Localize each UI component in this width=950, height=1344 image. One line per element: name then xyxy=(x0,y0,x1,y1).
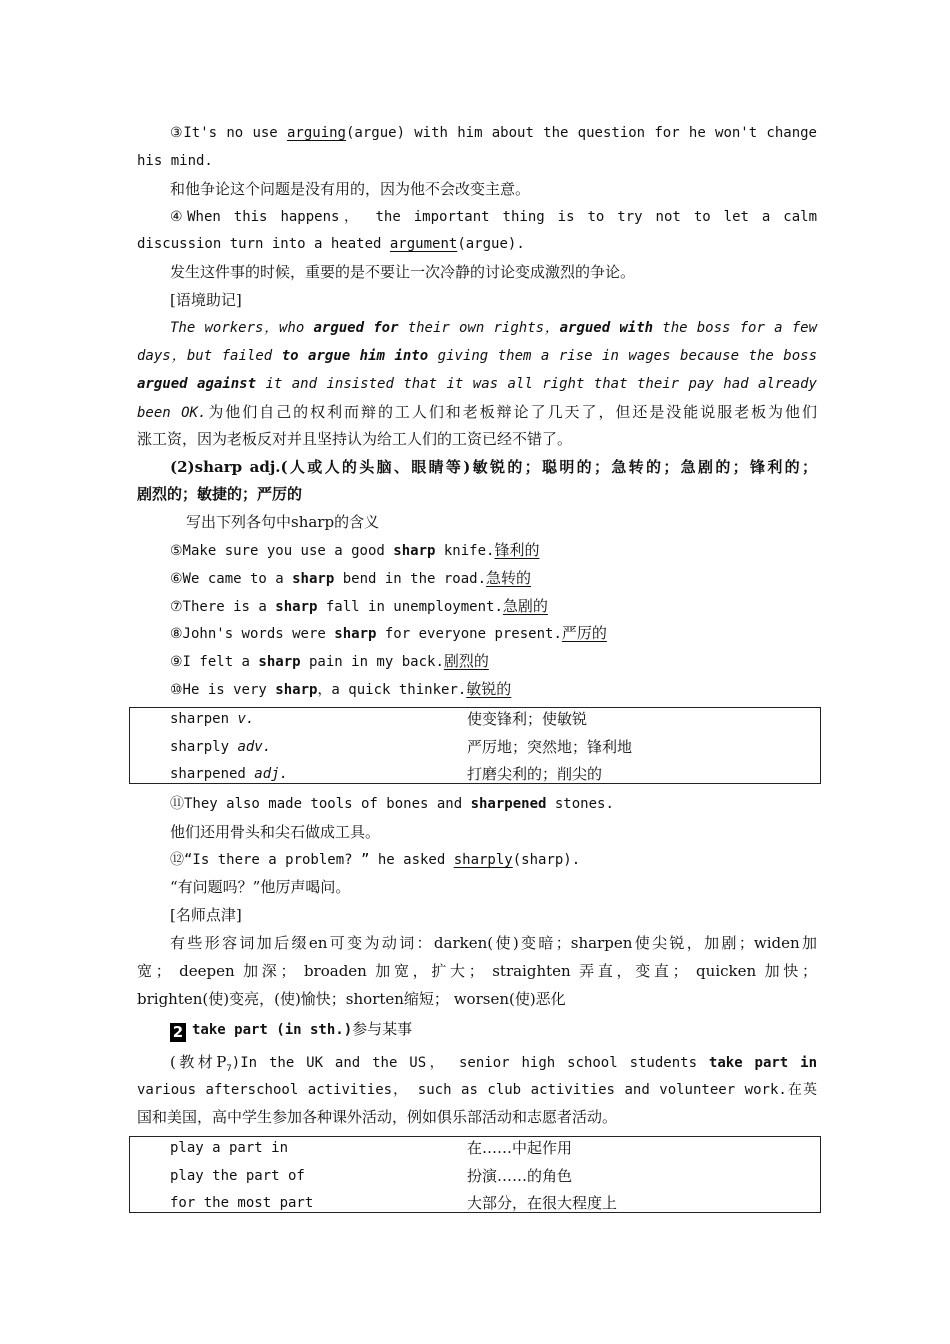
memo-line-3 xyxy=(137,374,817,394)
word-cell xyxy=(170,737,271,757)
example-4-translation: 发生这件事的时候，重要的是不要让一次冷静的讨论变成激烈的争论。 xyxy=(170,263,636,281)
take-part-heading xyxy=(170,1019,817,1042)
text: their own rights， xyxy=(398,320,560,336)
text: (sharp). xyxy=(512,852,581,868)
text: )In the UK and the US， senior high school students xyxy=(231,1055,709,1071)
memo-line-4 xyxy=(137,402,817,423)
sharp-instruction: 写出下列各句中sharp的含义 xyxy=(186,513,380,531)
answer-blank: sharply xyxy=(453,852,513,868)
answer-blank: 剧烈的 xyxy=(443,652,489,671)
answer-blank: 敏锐的 xyxy=(466,680,512,698)
text: (argue) with him about the question for he won't change xyxy=(346,125,817,141)
example-12-translation: “有问题吗？”他厉声喝问。 xyxy=(170,878,351,896)
keyword: sharp xyxy=(275,682,318,698)
memo-line-2 xyxy=(137,346,817,366)
table-row xyxy=(130,1138,820,1158)
text: ⑪They also made tools of bones and xyxy=(170,796,471,812)
text: ⑥We came to a xyxy=(170,570,293,587)
answer-blank: 严厉的 xyxy=(561,624,607,643)
answer-blank: 锋利的 xyxy=(494,541,540,559)
text: 为他们自己的权利而辩的工人们和老板辩论了几天了，但还是没能说服老板为他们 xyxy=(206,403,817,421)
text: 7 xyxy=(226,1063,232,1074)
section-label-teacher-tip: [名师点津] xyxy=(170,906,242,924)
part-phrases-table xyxy=(129,1136,821,1213)
keyword: to argue him into xyxy=(281,348,429,364)
memo-line-1 xyxy=(170,318,817,338)
word: sharpened xyxy=(170,766,255,782)
example-4-line-1: ④When this happens， the important thing is to try not to let a calm xyxy=(170,209,817,225)
keyword: sharpened xyxy=(470,796,547,812)
part-of-speech: v. xyxy=(237,711,255,727)
text: The workers，who xyxy=(170,320,314,336)
example-3-line-1 xyxy=(170,123,817,143)
word: sharply xyxy=(170,738,238,755)
sharp-exercise-item xyxy=(170,623,817,644)
keyword: sharp xyxy=(393,543,436,559)
part-of-speech: adv. xyxy=(237,738,272,755)
meaning-cell: 扮演……的角色 xyxy=(467,1166,573,1185)
keyword: take part (in sth.) xyxy=(192,1022,353,1038)
sharp-exercise-item xyxy=(170,540,817,561)
phrase-cell: play the part of xyxy=(170,1167,305,1184)
table-row xyxy=(130,1193,820,1213)
table-row xyxy=(130,1166,820,1186)
sharp-heading-line-2: 剧烈的；敏捷的；严厉的 xyxy=(137,485,303,503)
answer-blank: argument xyxy=(389,236,458,252)
answer-blank: 急剧的 xyxy=(502,596,548,615)
text: it and insisted that it was all right that their pay had already xyxy=(256,376,817,392)
text: (argue). xyxy=(457,236,525,252)
meaning-cell: 使变锋利；使敏锐 xyxy=(467,710,588,728)
example-3-translation: 和他争论这个问题是没有用的，因为他不会改变主意。 xyxy=(170,180,531,198)
sharp-heading-line-1: (2)sharp adj.(人或人的头脑、眼睛等)敏锐的；聪明的；急转的；急剧的；锋利的； xyxy=(170,458,817,476)
keyword: argued with xyxy=(559,320,654,336)
meaning-cell: 严厉地；突然地；锋利地 xyxy=(467,737,633,756)
keyword: sharp xyxy=(258,654,301,671)
answer-blank: 急转的 xyxy=(486,568,532,587)
table-row xyxy=(130,737,820,757)
text: ⑤Make sure you use a good xyxy=(170,543,394,559)
keyword: sharp xyxy=(334,626,377,643)
example-11 xyxy=(170,794,817,814)
text: giving them a rise in wages because the boss xyxy=(428,348,818,364)
text: knife. xyxy=(435,543,495,559)
sharp-derivatives-table xyxy=(129,707,821,784)
text: for everyone present. xyxy=(376,626,562,643)
sharp-exercise-item xyxy=(170,679,817,700)
keyword: sharp xyxy=(292,570,335,587)
answer-blank: arguing xyxy=(286,125,346,141)
keyword: argued against xyxy=(137,376,257,392)
example-3-line-2: his mind. xyxy=(137,153,213,169)
text: (教材P xyxy=(170,1053,227,1071)
text: stones. xyxy=(546,796,614,812)
word: sharpen xyxy=(170,711,238,727)
take-part-text-line-3: 国和美国，高中学生参加各种课外活动，例如俱乐部活动和志愿者活动。 xyxy=(137,1108,618,1126)
section-label-memory-aid: [语境助记] xyxy=(170,291,242,309)
phrase-cell: play a part in xyxy=(170,1140,289,1156)
text: ③It's no use xyxy=(170,125,287,141)
text: discussion turn into a heated xyxy=(137,236,390,252)
example-11-translation: 他们还用骨头和尖石做成工具。 xyxy=(170,823,381,841)
table-row xyxy=(130,709,820,729)
sharp-exercise-item xyxy=(170,596,817,617)
text: ，a quick thinker. xyxy=(317,682,467,698)
text: bend in the road. xyxy=(334,570,486,587)
example-4-line-2 xyxy=(137,234,817,254)
keyword: sharp xyxy=(275,598,318,615)
sharp-exercise-item xyxy=(170,568,817,589)
phrase-cell: for the most part xyxy=(170,1195,314,1211)
text: been OK. xyxy=(137,405,207,421)
word-cell xyxy=(170,709,254,729)
text: ⑨I felt a xyxy=(170,654,259,671)
text: ⑩He is very xyxy=(170,682,276,698)
text: fall in unemployment. xyxy=(317,598,503,615)
text: ⑦There is a xyxy=(170,598,276,615)
example-12 xyxy=(170,850,817,870)
text: ⑫“Is there a problem? ” he asked xyxy=(170,852,454,868)
text: the boss for a few xyxy=(653,320,818,336)
take-part-text-line-2: various afterschool activities， such as club activities and volunteer work.在英 xyxy=(137,1082,817,1098)
text: 参与某事 xyxy=(352,1020,413,1038)
meaning-cell: 打磨尖利的；削尖的 xyxy=(467,765,603,783)
tip-line-2: 宽； deepen 加深； broaden 加宽，扩大； straighten 弄直，变直； quicken 加快； xyxy=(137,962,817,980)
tip-line-1: 有些形容词加后缀en可变为动词：darken(使)变暗；sharpen使尖锐，加剧；widen加 xyxy=(170,934,817,952)
take-part-text-line-1 xyxy=(170,1052,817,1079)
word-cell xyxy=(170,764,288,784)
tip-line-3: brighten(使)变亮，(使)愉快；shorten缩短； worsen(使)恶化 xyxy=(137,990,566,1008)
text: pain in my back. xyxy=(300,654,444,671)
meaning-cell: 在……中起作用 xyxy=(467,1139,573,1157)
table-row xyxy=(130,764,820,784)
item-number-badge: 2 xyxy=(170,1023,186,1042)
meaning-cell: 大部分，在很大程度上 xyxy=(467,1194,618,1212)
memo-line-5: 涨工资，因为老板反对并且坚持认为给工人们的工资已经不错了。 xyxy=(137,430,573,448)
part-of-speech: adj. xyxy=(254,766,289,782)
keyword: take part in xyxy=(708,1055,817,1071)
keyword: argued for xyxy=(313,320,399,336)
sharp-exercise-item xyxy=(170,651,817,672)
text: days，but failed xyxy=(137,348,282,364)
text: ⑧John's words were xyxy=(170,626,335,643)
